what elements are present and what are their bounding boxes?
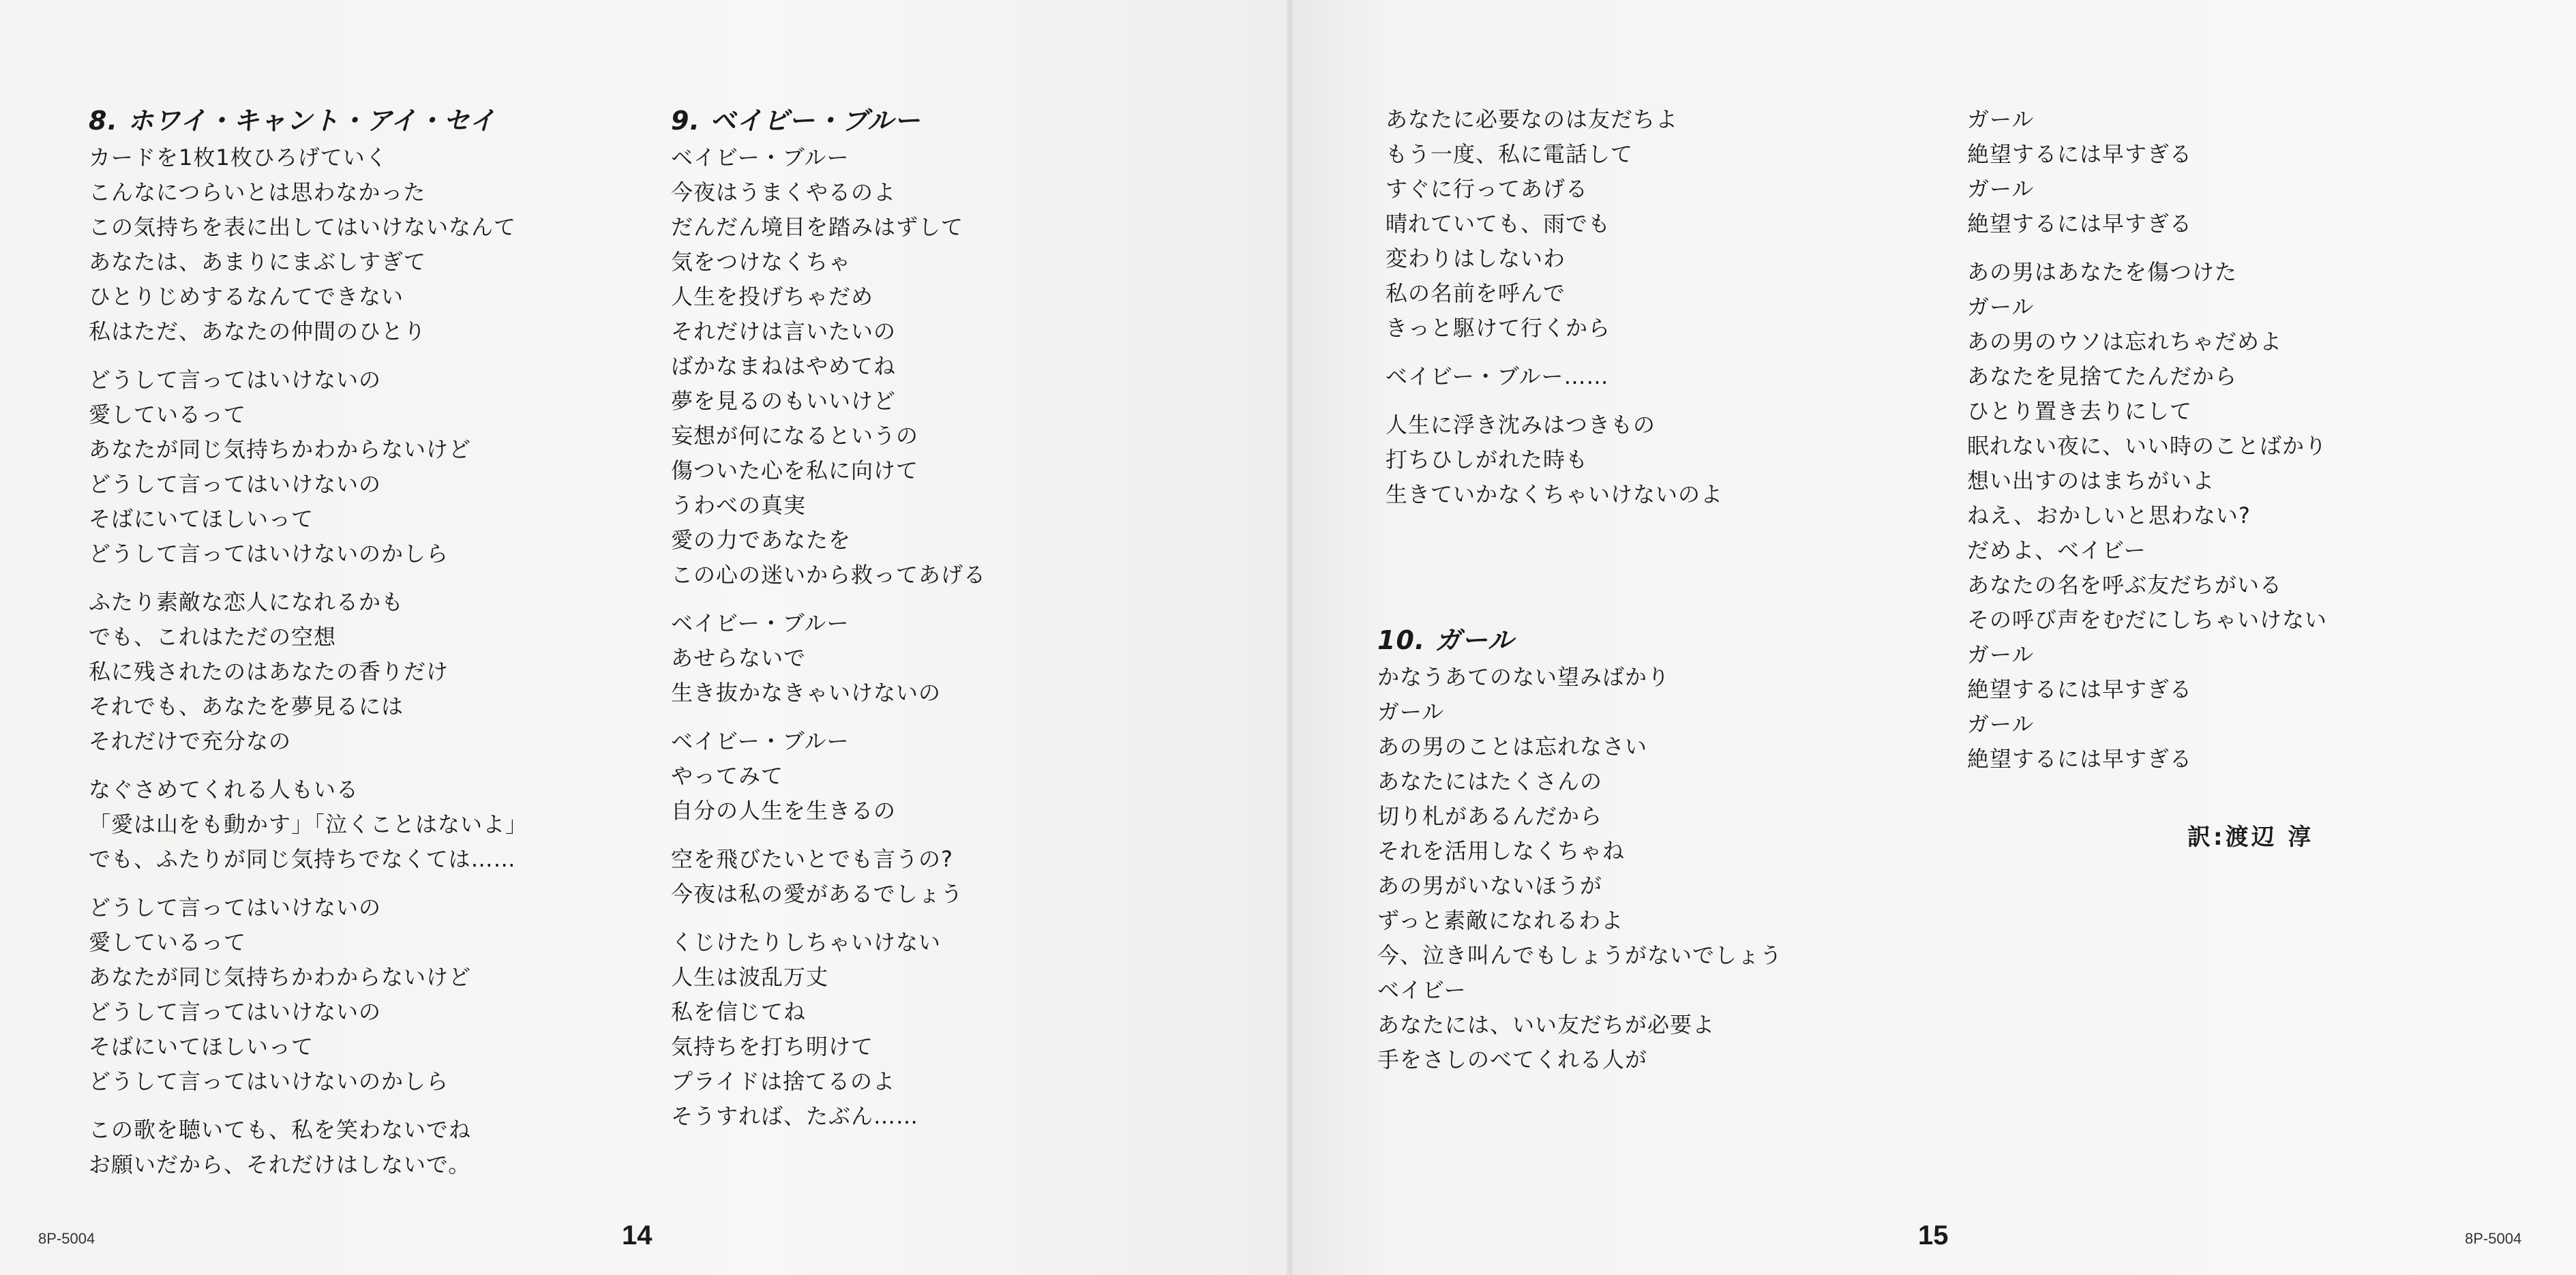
lyric-stanza	[89, 1113, 528, 1182]
lyric-line: ベイビー・ブルー……	[1386, 363, 1609, 389]
lyric-line: 絶望するには早すぎる	[1967, 746, 2193, 772]
lyric-line: 「愛は山をも動かす」「泣くことはないよ」	[89, 811, 528, 837]
lyric-line: 妄想が何になるというの	[671, 423, 919, 449]
lyric-line: 気持ちを打ち明けて	[671, 1034, 874, 1060]
lyric-line: 生き抜かなきゃいけないの	[671, 680, 942, 706]
lyric-line: だめよ、ベイビー	[1967, 537, 2146, 563]
lyric-stanza	[1386, 102, 1723, 346]
lyric-line: 晴れていても、雨でも	[1386, 211, 1611, 237]
lyric-stanza	[1967, 255, 2327, 777]
lyric-line: 今夜はうまくやるのよ	[671, 179, 897, 205]
lyric-line: 手をさしのべてくれる人が	[1377, 1047, 1648, 1072]
lyric-line: 人生を投げちゃだめ	[671, 284, 874, 310]
lyric-line: 切り札があるんだから	[1377, 803, 1603, 829]
lyric-line: 私に残されたのはあなたの香りだけ	[89, 659, 449, 685]
lyric-stanza	[671, 842, 986, 912]
lyric-stanza	[89, 140, 528, 349]
lyric-stanza	[89, 363, 528, 571]
lyric-line: 自分の人生を生きるの	[671, 798, 897, 824]
lyric-line: きっと駆けて行くから	[1386, 315, 1611, 341]
lyric-line: あなたを見捨てたんだから	[1967, 363, 2238, 389]
lyric-stanza	[671, 724, 986, 828]
lyric-line: ガール	[1967, 642, 2035, 668]
lyric-line: ばかなまねはやめてね	[671, 353, 897, 379]
lyric-line: あなたが同じ気持ちかわからないけど	[89, 436, 472, 462]
catalog-code-right: 8P-5004	[2465, 1230, 2522, 1247]
translator-credit: 訳:渡辺 淳	[2187, 824, 2314, 851]
lyric-line: その呼び声をむだにしちゃいけない	[1967, 607, 2328, 633]
page-number-left: 14	[622, 1220, 653, 1250]
lyric-line: でも、これはただの空想	[89, 624, 337, 650]
lyric-line: あなたに必要なのは友だちよ	[1386, 106, 1679, 132]
lyric-line: あせらないで	[671, 645, 807, 671]
lyric-line: あなたにはたくさんの	[1377, 768, 1603, 794]
page-number-right: 15	[1918, 1220, 1949, 1250]
lyric-stanza	[89, 890, 528, 1099]
lyric-line: ふたり素敵な恋人になれるかも	[89, 589, 404, 615]
lyric-line: 愛しているって	[89, 929, 247, 955]
lyric-line: そばにいてほしいって	[89, 1034, 314, 1060]
lyric-line: ガール	[1967, 711, 2035, 737]
lyric-line: ずっと素敵になれるわよ	[1377, 907, 1624, 933]
lyric-line: かなうあてのない望みばかり	[1377, 664, 1671, 690]
lyric-line: どうして言ってはいけないの	[89, 895, 382, 920]
lyric-line: あなたは、あまりにまぶしすぎて	[89, 249, 427, 275]
lyric-line: 気をつけなくちゃ	[671, 249, 852, 275]
lyric-line: 空を飛びたいとでも言うの?	[671, 846, 953, 872]
lyric-stanza	[671, 606, 986, 710]
lyric-line: 夢を見るのもいいけど	[671, 388, 897, 414]
lyric-stanza	[671, 140, 986, 592]
song-9-column	[671, 101, 986, 1148]
lyric-line: あなたの名を呼ぶ友だちがいる	[1967, 572, 2283, 598]
lyric-line: 人生は波乱万丈	[671, 964, 829, 990]
lyric-line: ねえ、おかしいと思わない?	[1967, 502, 2251, 528]
lyric-line: ガール	[1377, 699, 1445, 725]
lyric-line: この歌を聴いても、私を笑わないでね	[89, 1117, 472, 1143]
lyric-line: 変わりはしないわ	[1386, 245, 1566, 271]
lyric-line: ベイビー・ブルー	[671, 145, 850, 170]
lyric-line: そばにいてほしいって	[89, 506, 314, 532]
lyric-line: もう一度、私に電話して	[1386, 141, 1634, 167]
lyric-line: 今夜は私の愛があるでしょう	[671, 881, 963, 907]
lyric-line: ガール	[1967, 294, 2035, 320]
right-page	[1292, 0, 2576, 1275]
lyric-line: ガール	[1967, 176, 2035, 202]
song-10-column	[1377, 620, 1782, 1091]
lyric-line: あなたが同じ気持ちかわからないけど	[89, 964, 472, 990]
lyric-line: なぐさめてくれる人もいる	[89, 777, 359, 802]
lyric-line: どうして言ってはいけないの	[89, 999, 382, 1025]
lyric-line: どうして言ってはいけないのかしら	[89, 1068, 449, 1094]
lyric-stanza	[89, 585, 528, 759]
lyric-stanza	[89, 772, 528, 877]
lyric-stanza	[1386, 408, 1723, 512]
lyric-line: ベイビー	[1377, 977, 1467, 1003]
song-10-continued-column	[1967, 102, 2327, 790]
lyric-line: 私を信じてね	[671, 999, 807, 1025]
lyric-line: あの男のウソは忘れちゃだめよ	[1967, 329, 2283, 355]
lyric-line: 打ちひしがれた時も	[1386, 447, 1589, 472]
lyric-line: 私はただ、あなたの仲間のひとり	[89, 318, 427, 344]
lyric-line: 絶望するには早すぎる	[1967, 211, 2193, 237]
song-8-column	[89, 101, 528, 1196]
lyric-stanza	[1386, 359, 1723, 394]
lyric-line: 想い出すのはまちがいよ	[1967, 468, 2215, 494]
lyric-line: 愛しているって	[89, 402, 247, 427]
lyric-line: 私の名前を呼んで	[1386, 280, 1566, 306]
lyric-line: そうすれば、たぶん……	[671, 1103, 919, 1129]
lyric-line: くじけたりしちゃいけない	[671, 929, 942, 955]
lyric-stanza	[671, 925, 986, 1134]
lyric-line: あなたには、いい友だちが必要よ	[1377, 1012, 1716, 1038]
lyric-line: カードを1枚1枚ひろげていく	[89, 145, 388, 170]
lyric-line: それだけで充分なの	[89, 728, 292, 754]
lyric-line: 傷ついた心を私に向けて	[671, 457, 919, 483]
lyric-line: ガール	[1967, 106, 2035, 132]
lyric-line: 生きていかなくちゃいけないのよ	[1386, 481, 1724, 507]
lyric-line: こんなにつらいとは思わなかった	[89, 179, 426, 205]
lyric-line: どうして言ってはいけないのかしら	[89, 541, 449, 567]
lyric-line: あの男のことは忘れなさい	[1377, 734, 1648, 760]
lyric-line: ベイビー・ブルー	[671, 610, 850, 636]
lyric-stanza	[1377, 660, 1782, 1077]
lyric-line: だんだん境目を踏みはずして	[671, 214, 964, 240]
lyric-line: あの男がいないほうが	[1377, 873, 1603, 899]
lyric-line: ひとり置き去りにして	[1967, 398, 2193, 424]
lyric-line: でも、ふたりが同じ気持ちでなくては……	[89, 846, 516, 872]
lyric-line: この気持ちを表に出してはいけないなんて	[89, 214, 517, 240]
lyric-line: ひとりじめするなんてできない	[89, 284, 404, 310]
lyric-line: ベイビー・ブルー	[671, 728, 850, 754]
lyric-line: すぐに行ってあげる	[1386, 176, 1589, 202]
lyric-line: 絶望するには早すぎる	[1967, 141, 2193, 167]
lyric-line: 眠れない夜に、いい時のことばかり	[1967, 433, 2328, 459]
song-title: 9. ベイビー・ブルー	[671, 106, 921, 136]
lyric-line: 絶望するには早すぎる	[1967, 676, 2193, 702]
catalog-code-left: 8P-5004	[38, 1230, 95, 1247]
lyric-line: それを活用しなくちゃね	[1377, 838, 1626, 864]
lyric-line: 今、泣き叫んでもしょうがないでしょう	[1377, 942, 1783, 968]
lyric-line: それでも、あなたを夢見るには	[89, 693, 404, 719]
lyric-line: どうして言ってはいけないの	[89, 471, 382, 497]
song-title: 10. ガール	[1377, 625, 1514, 655]
song-9-continued-column	[1386, 102, 1723, 526]
lyric-line: この心の迷いから救ってあげる	[671, 562, 987, 588]
lyric-line: うわべの真実	[671, 492, 807, 518]
lyric-line: 愛の力であなたを	[671, 527, 852, 553]
lyric-stanza	[1967, 102, 2327, 241]
show-through-text	[505, 102, 661, 989]
lyric-line: やってみて	[671, 763, 784, 789]
lyric-line: あの男はあなたを傷つけた	[1967, 259, 2238, 285]
lyric-line: プライドは捨てるのよ	[671, 1068, 896, 1094]
lyric-line: 人生に浮き沈みはつきもの	[1386, 412, 1656, 438]
lyric-line: どうして言ってはいけないの	[89, 367, 382, 393]
song-title: 8. ホワイ・キャント・アイ・セイ	[89, 106, 496, 136]
lyric-line: お願いだから、それだけはしないで。	[89, 1152, 471, 1178]
lyric-line: それだけは言いたいの	[671, 318, 897, 344]
